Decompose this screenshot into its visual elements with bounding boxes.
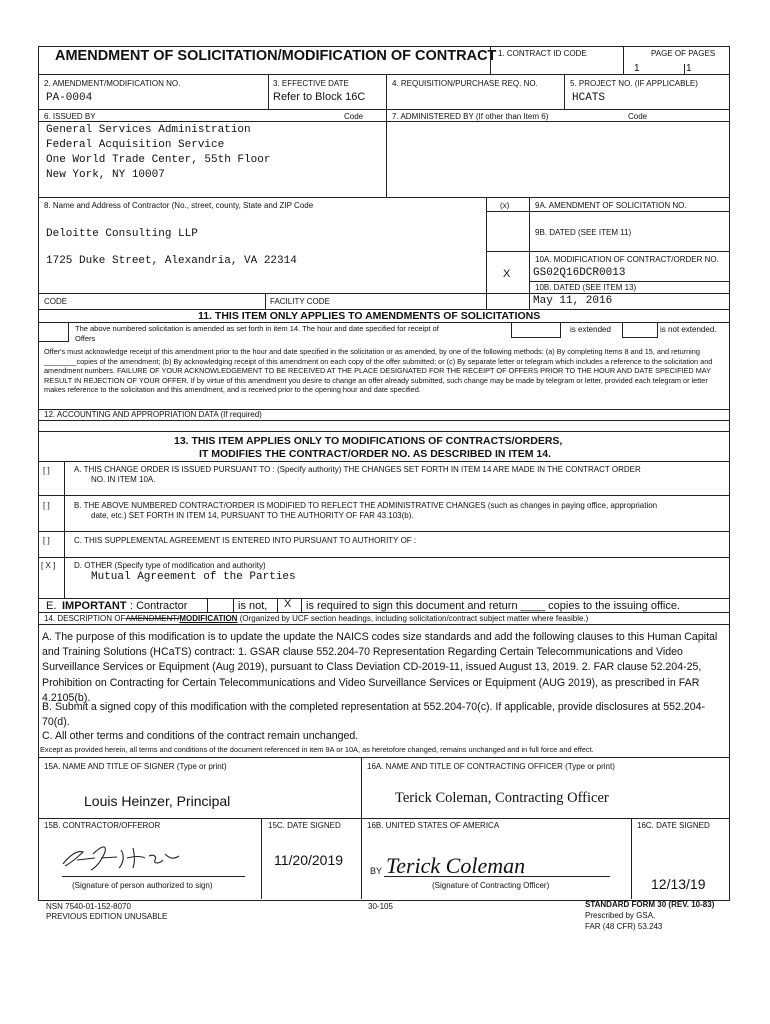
- item-e-important: IMPORTANT: [62, 600, 127, 612]
- item-e-prefix: E.: [46, 600, 57, 612]
- contractor-name: Deloitte Consulting LLP: [46, 228, 198, 240]
- issued-by-line-4: New York, NY 10007: [46, 169, 165, 181]
- item13-header-2: IT MODIFIES THE CONTRACT/ORDER NO. AS DESCRIBED IN ITEM 14.: [199, 448, 551, 460]
- description-label-b: MODIFICATION: [179, 614, 238, 623]
- page-total: 1: [686, 63, 692, 74]
- item11-checkbox[interactable]: [38, 322, 69, 342]
- effective-date-label: 3. EFFECTIVE DATE: [273, 79, 349, 88]
- amendment-no-label: 2. AMENDMENT/MODIFICATION NO.: [44, 79, 181, 88]
- date-signed-16c-label: 16C. DATE SIGNED: [637, 821, 710, 830]
- date-signed-15c-value: 11/20/2019: [274, 852, 344, 868]
- administered-by-label: 7. ADMINISTERED BY (If other than Item 6): [392, 112, 549, 121]
- contractor-offeror-label: 15B. CONTRACTOR/OFFEROR: [44, 821, 161, 830]
- item13-header-1: 13. THIS ITEM APPLIES ONLY TO MODIFICATIONS OF CONTRACTS/ORDERS,: [174, 435, 563, 447]
- contractor-address: 1725 Duke Street, Alexandria, VA 22314: [46, 255, 297, 267]
- is-not-extended-label: is not extended.: [660, 325, 717, 334]
- extended-checkbox[interactable]: [511, 322, 561, 338]
- description-label-c: (Organized by UCF section headings, including solicitation/contract subject matter where feasible.): [239, 614, 589, 623]
- x-column-label: (x): [500, 201, 510, 210]
- amendment-solicitation-no-label: 9A. AMENDMENT OF SOLICITATION NO.: [535, 201, 687, 210]
- contractor-signature-caption: (Signature of person authorized to sign): [72, 881, 213, 890]
- issued-by-code-label: Code: [344, 112, 364, 121]
- not-extended-checkbox[interactable]: [622, 322, 658, 338]
- item13-c-text: C. THIS SUPPLEMENTAL AGREEMENT IS ENTERED INTO PURSUANT TO AUTHORITY OF :: [74, 536, 417, 545]
- item13-b-text-1: B. THE ABOVE NUMBERED CONTRACT/ORDER IS MODIFIED TO REFLECT THE ADMINISTRATIVE CHANGES (such as changes in paying office, appropriation: [74, 501, 658, 510]
- item13-d-check[interactable]: [ X ]: [41, 561, 56, 570]
- amendment-no-value: PA-0004: [46, 92, 93, 104]
- far-reference-label: FAR (48 CFR) 53.243: [585, 922, 663, 931]
- item13-a-text-1: A. THIS CHANGE ORDER IS ISSUED PURSUANT TO : (Specify authority) THE CHANGES SET FORTH IN ITEM 14 ARE MADE IN THE CONTRACT ORDER: [74, 465, 641, 474]
- item11-instructions: Offer's must acknowledge receipt of this amendment prior to the hour and date specified in the solicitation or as amended, by one of the following methods: (a) By completing Items 8 and 15, and returning ________copies of the amendment; (b) By acknowledging receipt of this amendment on each copy of the offer submitted; or (c) By separate letter or telegram which includes a reference to the solicitation and amendment numbers. FAILURE OF YOUR ACKNOWLEDGEMENT TO BE RECEIVED AT THE PLACE DESIGNATED FOR THE RECEIPT OF OFFERS PRIOR TO THE HOUR AND DATE SPECIFIED MAY RESULT IN REJECTION OF YOUR OFFER. If by virtue of this amendment you desire to change an offer already submitted, such change may be made by telegram or letter, provided each telegram or letter makes reference to the solicitation and this amendment, and is received prior to the opening hour and date specified.: [44, 347, 713, 395]
- description-para-c: C. All other terms and conditions of the contract remain unchanged.: [42, 730, 359, 742]
- accounting-data-label: 12. ACCOUNTING AND APPROPRIATION DATA (If required): [44, 410, 262, 419]
- issued-by-line-2: Federal Acquisition Service: [46, 139, 225, 151]
- previous-edition-note: PREVIOUS EDITION UNUSABLE: [46, 912, 168, 921]
- description-label: [44, 614, 588, 623]
- contractor-signature-image: [55, 836, 195, 874]
- description-para-a: A. The purpose of this modification is to update the update the NAICS codes size standards and add the following clauses to this Human Capital and Training Solutions (HCaTS) contract: 1. GSAR clause 552.204-70 Representation Regarding Certain Telecommunications and Video Surveillance Services or Equipment (Aug 2019), pursuant to Class Deviation CD-2019-11, issued August 13, 2019. 2. FAR clause 52.204-25, Prohibition on Contracting for Certain Telecommunications and Video Surveillance Services or Equipment (AUG 2019), as prescribed in FAR 4.2105(b).: [42, 631, 718, 704]
- is-required-mark: X: [284, 598, 292, 610]
- page-of-pages-label: PAGE OF PAGES: [651, 49, 716, 58]
- item-e-contractor: : Contractor: [130, 600, 188, 612]
- signer-name-value: Louis Heinzer, Principal: [84, 793, 231, 809]
- item-e-is-not: is not,: [238, 600, 268, 612]
- contracting-officer-label: 16A. NAME AND TITLE OF CONTRACTING OFFICER (Type or print): [367, 762, 615, 771]
- issued-by-line-3: One World Trade Center, 55th Floor: [46, 154, 271, 166]
- contracting-officer-signature: Terick Coleman: [386, 853, 526, 878]
- item13-b-check[interactable]: [ ]: [43, 501, 50, 510]
- item-e-required: is required to sign this document and return ____ copies to the issuing office.: [306, 600, 681, 612]
- contracting-officer-value: Terick Coleman, Contracting Officer: [395, 790, 609, 806]
- united-states-label: 16B. UNITED STATES OF AMERICA: [367, 821, 500, 830]
- contracting-officer-signature-caption: (Signature of Contracting Officer): [432, 881, 550, 890]
- date-signed-15c-label: 15C. DATE SIGNED: [268, 821, 341, 830]
- item13-a-text-2: NO. IN ITEM 10A.: [91, 475, 156, 484]
- administered-by-code-label: Code: [628, 112, 648, 121]
- project-no-label: 5. PROJECT NO. (IF APPLICABLE): [570, 79, 698, 88]
- project-no-value: HCATS: [572, 92, 606, 104]
- is-extended-label: is extended: [570, 325, 611, 334]
- is-not-checkbox[interactable]: [207, 598, 234, 613]
- item13-a-check[interactable]: [ ]: [43, 466, 50, 475]
- solicitation-dated-label: 9B. DATED (SEE ITEM 11): [535, 228, 632, 237]
- contractor-code-label: CODE: [44, 297, 68, 306]
- modification-dated-label: 10B. DATED (SEE ITEM 13): [535, 283, 637, 292]
- issued-by-label: 6. ISSUED BY: [44, 112, 96, 121]
- nsn-number: NSN 7540-01-152-8070: [46, 902, 131, 911]
- modification-x-mark: X: [503, 268, 511, 280]
- item13-d-value: Mutual Agreement of the Parties: [91, 571, 296, 583]
- contract-id-label: 1. CONTRACT ID CODE: [498, 49, 587, 58]
- form-title: AMENDMENT OF SOLICITATION/MODIFICATION OF CONTRACT: [55, 48, 497, 64]
- requisition-no-label: 4. REQUISITION/PURCHASE REQ. NO.: [392, 79, 538, 88]
- form-code: 30-105: [368, 902, 393, 911]
- description-label-strike: AMENDMENT/: [125, 614, 180, 623]
- item11-line1: The above numbered solicitation is amended as set forth in item 14. The hour and date specified for receipt of: [75, 324, 439, 333]
- modification-dated-value: May 11, 2016: [533, 295, 613, 307]
- except-note: Except as provided herein, all terms and conditions of the document referenced in item 9A or 10A, as heretofore changed, remains unchanged and in full force and effect.: [40, 745, 594, 754]
- item11-line1b: Offers: [75, 334, 96, 343]
- item11-header: 11. THIS ITEM ONLY APPLIES TO AMENDMENTS OF SOLICITATIONS: [198, 310, 541, 322]
- modification-contract-no-label: 10A. MODIFICATION OF CONTRACT/ORDER NO.: [535, 255, 719, 264]
- modification-contract-no-value: GS02Q16DCR0013: [533, 267, 626, 279]
- page-number: 1: [634, 63, 640, 74]
- effective-date-value: Refer to Block 16C: [273, 91, 366, 103]
- contractor-address-label: 8. Name and Address of Contractor (No., street, county, State and ZIP Code: [44, 201, 314, 210]
- item13-d-text: D. OTHER (Specify type of modification and authority): [74, 561, 266, 570]
- description-label-a: 14. DESCRIPTION OF: [44, 614, 126, 623]
- date-signed-16c-value: 12/13/19: [651, 876, 706, 892]
- by-label: BY: [370, 866, 383, 876]
- prescribed-by-label: Prescribed by GSA,: [585, 911, 656, 920]
- item13-c-check[interactable]: [ ]: [43, 536, 50, 545]
- description-para-b: B. Submit a signed copy of this modification with the completed representation at 552.204-70(c). If applicable, provide disclosures at 552.204-70(d).: [42, 701, 706, 729]
- signer-name-label: 15A. NAME AND TITLE OF SIGNER (Type or print): [44, 762, 227, 771]
- facility-code-label: FACILITY CODE: [270, 297, 330, 306]
- issued-by-line-1: General Services Administration: [46, 124, 251, 136]
- standard-form-label: STANDARD FORM 30 (REV. 10-83): [585, 900, 715, 909]
- item13-b-text-2: date, etc.) SET FORTH IN ITEM 14, PURSUANT TO THE AUTHORITY OF FAR 43.103(b).: [91, 511, 414, 520]
